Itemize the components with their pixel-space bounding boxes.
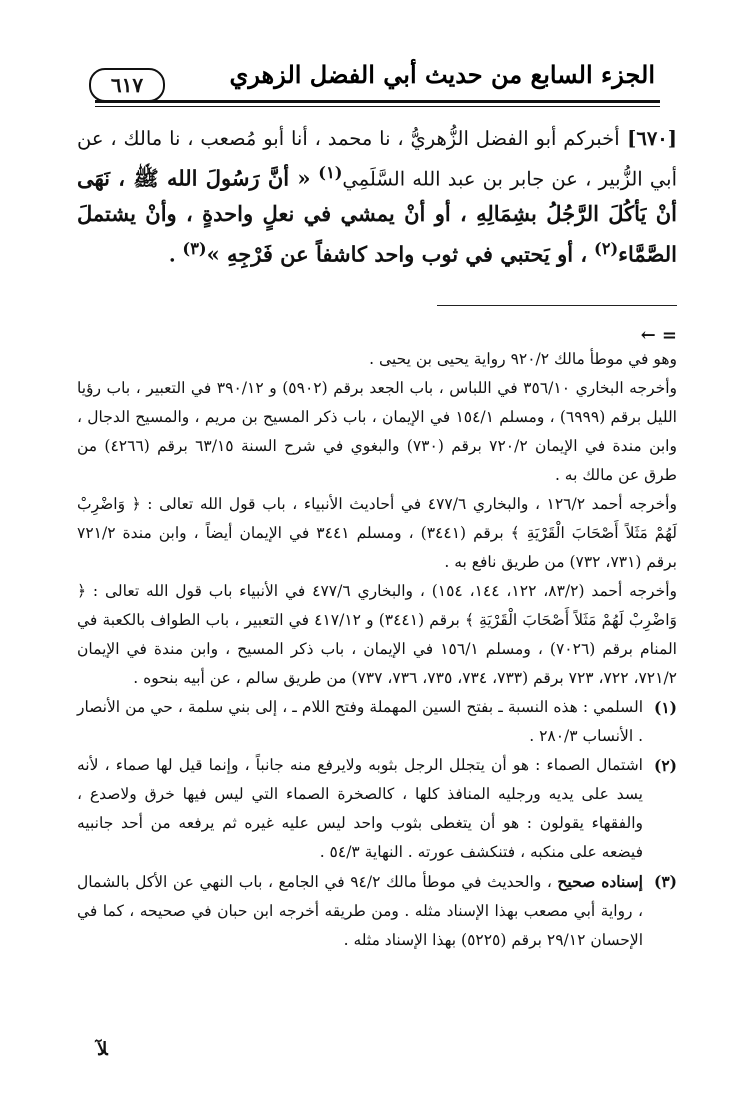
footnote-text: اشتمال الصماء : هو أن يتجلل الرجل بثوبه ولايرفع منه جانباً ، وإنما قيل لها صماء ، لأنه يسد على يديه ورجليه المنافذ كلها ، كالصخرة الصماء التي ليس فيها خرق ولاصدع ، والفقهاء يقولون : هو أن يتغطى بثوب واحد ليس عليه غيره ثم يرفعه من أحد جانبيه فيضعه على منكبه ، فتنكشف عورته . النهاية ٥٤/٣ .: [77, 756, 643, 861]
catchword-mark: ﻶ: [97, 1039, 108, 1060]
footnote-3: [77, 867, 677, 955]
continuation-mark: = ←: [640, 325, 677, 346]
footnote-separator: [437, 305, 677, 306]
footnote-rest: ، والحديث في موطأ مالك ٩٤/٢ في الجامع ، باب النهي عن الأكل بالشمال ، رواية أبي مصعب بهذا الإسناد مثله . ومن طريقه أخرجه ابن حبان في صحيحه ، كما في الإحسان ٢٩/١٢ برقم (٥٢٢٥) بهذا الإسناد مثله .: [77, 873, 643, 949]
continued-note-line: وهو في موطأ مالك ٩٢٠/٢ رواية يحيى بن يحيى .: [369, 350, 677, 368]
footnotes: [77, 345, 677, 955]
header-rule-thin: [95, 106, 660, 107]
footnote-1: [77, 693, 677, 751]
footnote-2: [77, 751, 677, 867]
continued-note-line: وأخرجه أحمد (٨٣/٢، ١٢٢، ١٤٤، ١٥٤) ، والبخاري ٤٧٧/٦ في الأنبياء باب قول الله تعالى : ﴿ وَاضْرِبْ لَهُمْ مَثَلاً أَصْحَابَ الْقَرْيَةِ ﴾ برقم (٣٤٤١) و ٤١٧/١٢ في التعبير ، باب الطواف بالكعبة في المنام برقم (٧٠٢٦) ، ومسلم ١٥٦/١ في الإيمان ، باب ذكر المسيح ، وابن مندة في الإيمان ٧٢١/٢، ٧٢٢، ٧٢٣ برقم (٧٣٣، ٧٣٤، ٧٣٥، ٧٣٦، ٧٣٧) من طريق سالم ، عن أبيه بنحوه .: [77, 582, 677, 687]
hadith-chain: أخبركم أبو الفضل الزُّهريُّ ، نا محمد ، أنا أبو مُصعب ، نا مالك ، عن أبي الزُّبير ، عن جابر بن عبد الله السَّلَمِي: [77, 127, 677, 191]
page-number: ٦١٧: [89, 68, 165, 102]
hadith-number: [٦٧٠]: [627, 127, 677, 150]
continued-note-line: وأخرجه البخاري ٣٥٦/١٠ في اللباس ، باب الجعد برقم (٥٩٠٢) و ٣٩٠/١٢ في التعبير ، باب رؤيا الليل برقم (٦٩٩٩) ، ومسلم ١٥٤/١ في الإيمان ، باب ذكر المسيح بن مريم ، والمسيح الدجال ، وابن مندة في الإيمان ٧٢٠/٢ برقم (٧٣٠) والبغوي في شرح السنة ٦٣/١٥ برقم (٤٢٦٦) من طرق عن مالك به .: [77, 379, 677, 484]
footnote-ref-2: (٢): [594, 238, 619, 258]
hadith-matn-part2: ، أو يَحتبي في ثوب واحد كاشفاً عن فَرْجِهِ »: [206, 241, 588, 266]
hadith-matn-part1: « أنَّ رَسُولَ الله ﷺ ، نَهَى أنْ يَأكُلَ الرَّجُلُ بشِمَالِهِ ، أو أنْ يمشي في نعلٍ واحدةٍ ، وأنْ يشتملَ الصَّمَّاء: [77, 165, 677, 266]
footnote-text: [77, 867, 643, 955]
footnote-ref-1: (١): [318, 163, 343, 182]
footnote-number: (١): [653, 698, 677, 717]
running-title: الجزء السابع من حديث أبي الفضل الزهري: [229, 60, 655, 89]
page-header: [95, 58, 660, 106]
hadith-end: .: [168, 243, 183, 266]
header-rule: [95, 100, 660, 103]
footnote-text: السلمي : هذه النسبة ـ بفتح السين المهملة وفتح اللام ـ ، إلى بني سلمة ، حي من الأنصار . الأنساب ٢٨٠/٣ .: [77, 698, 643, 745]
footnote-lead: إسناده صحيح: [557, 872, 643, 891]
hadith-text: [77, 122, 677, 272]
footnote-number: (٢): [653, 756, 677, 775]
footnote-ref-3: (٣): [182, 238, 207, 258]
footnote-number: (٣): [653, 872, 677, 891]
continued-note-line: وأخرجه أحمد ١٢٦/٢ ، والبخاري ٤٧٧/٦ في أحاديث الأنبياء ، باب قول الله تعالى : ﴿ وَاضْرِبْ لَهُمْ مَثَلاً أَصْحَابَ الْقَرْيَةِ ﴾ برقم (٣٤٤١) ، ومسلم ٣٤٤١ في الإيمان أيضاً ، وابن مندة ٧٢١/٢ برقم (٧٣١، ٧٣٢) من طريق نافع به .: [77, 495, 677, 571]
